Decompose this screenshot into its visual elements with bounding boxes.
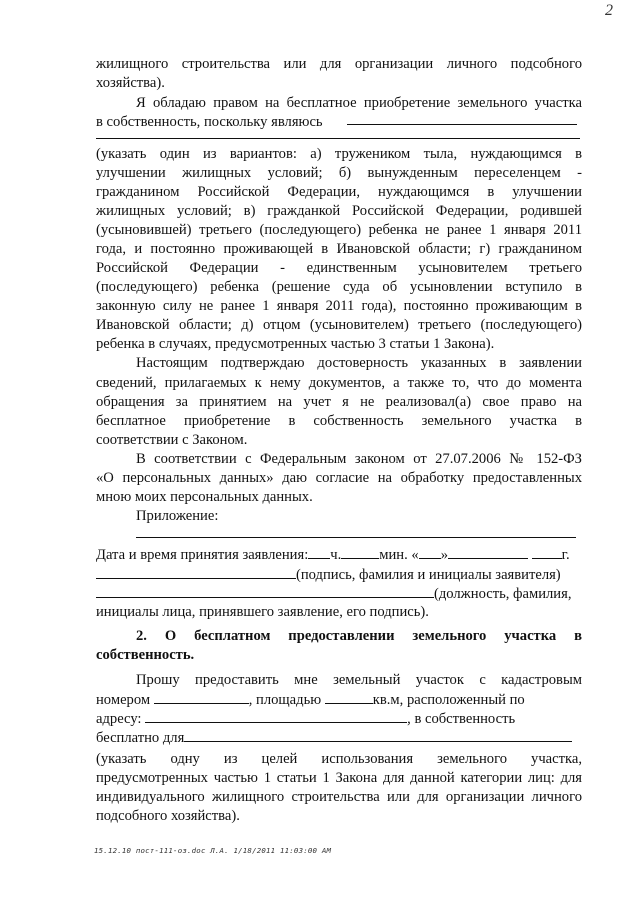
text-line: Прошу предоставить мне земельный участок с кадастровым	[136, 672, 582, 688]
text-line: индивидуального жилищного строительства или для организации личного	[96, 789, 582, 805]
text-line: инициалы лица, принявшего заявление, его подпись).	[96, 604, 429, 620]
fill-blank	[419, 544, 441, 559]
date-time-line	[96, 544, 582, 565]
text-line: Ивановской области; д) отцом (усыновителем) третьего (последующего)	[96, 317, 582, 333]
text-line: улучшении жилищных условий; б) вынужденным переселенцем -	[96, 165, 582, 181]
text-span: ч.	[330, 547, 342, 563]
text-line: (последующего) ребенка (решение суда об усыновлении вступило в	[96, 279, 582, 295]
fill-blank	[325, 689, 373, 704]
text-line: года, и постоянно проживающей в Ивановской области; г) гражданином	[96, 241, 582, 257]
text-line: сведений, прилагаемых к нему документов, а также то, что до момента	[96, 375, 582, 391]
fill-blank	[341, 544, 379, 559]
text-line: жилищного строительства или для организации личного подсобного	[96, 56, 582, 72]
text-line: Российской Федерации - единственным усыновителем третьего	[96, 260, 582, 276]
text-span: адресу:	[96, 711, 142, 727]
text-line: законную силу не ранее 1 января 2011 года), постоянно проживающим в	[96, 298, 582, 314]
text-line: мною моих персональных данных.	[96, 489, 313, 505]
text-line: предусмотренных частью 1 статьи 1 Закона для данной категории лиц: для	[96, 770, 582, 786]
fill-line	[96, 138, 580, 139]
text-line	[96, 689, 582, 710]
text-line: обращения за принятием на учет я не реализовал(а) свое право на	[96, 394, 582, 410]
text-span: номером	[96, 692, 151, 708]
text-line	[96, 112, 582, 132]
text-line: жилищных условий; в) гражданкой Российской Федерации, родившей	[96, 203, 582, 219]
text-span: (должность, фамилия,	[434, 586, 572, 602]
fill-blank	[532, 544, 562, 559]
text-span: (подпись, фамилия и инициалы заявителя)	[296, 567, 561, 583]
text-line: бесплатное приобретение в собственность земельного участка в	[96, 413, 582, 429]
text-span: Дата и время принятия заявления:	[96, 547, 309, 563]
fill-blank	[448, 544, 528, 559]
fill-blank	[96, 564, 296, 579]
fill-blank	[308, 544, 330, 559]
text-line: (указать один из вариантов: а) тружеником тыла, нуждающимся в	[96, 146, 582, 162]
page-number: 2	[605, 2, 613, 19]
text-span: »	[440, 547, 448, 563]
fill-blank	[96, 583, 434, 598]
text-line: Я обладаю правом на бесплатное приобретение земельного участка	[136, 95, 582, 111]
text-span: бесплатно для	[96, 730, 185, 746]
text-line: ребенка в случаях, предусмотренных частью 3 статьи 1 Закона).	[96, 336, 495, 352]
text-line: хозяйства).	[96, 75, 165, 91]
text-line: В соответствии с Федеральным законом от 27.07.2006 № 152-ФЗ	[136, 451, 582, 467]
text-span: , в собственность	[407, 711, 516, 727]
text-line: (указать одну из целей использования земельного участка,	[96, 751, 582, 767]
fill-line	[347, 124, 577, 125]
text-line	[96, 583, 582, 604]
text-span: кв.м, расположенный по	[372, 692, 525, 708]
text-line	[96, 564, 582, 585]
fill-blank	[184, 727, 572, 742]
text-line: гражданином Российской Федерации, нуждающимся в улучшении	[96, 184, 582, 200]
section-heading: собственность.	[96, 647, 195, 663]
text-line: подсобного хозяйства).	[96, 808, 240, 824]
text-span: , площадью	[248, 692, 322, 708]
text-line: (усыновившей) третьего (последующего) ребенка не ранее 1 января 2011	[96, 222, 582, 238]
text-line: соответствии с Законом.	[96, 432, 248, 448]
fill-blank	[154, 689, 249, 704]
section-heading: 2. О бесплатном предоставлении земельного участка в	[136, 628, 582, 644]
text-line	[96, 727, 582, 748]
text-span: мин. «	[379, 547, 419, 563]
text-line: Приложение:	[136, 508, 219, 524]
text-span: в собственность, поскольку являюсь	[96, 114, 323, 130]
text-line: «О персональных данных» даю согласие на обработку предоставленных	[96, 470, 582, 486]
document-footer: 15.12.10 пост-111-оз.doc Л.А. 1/18/2011 11:03:00 AM	[94, 846, 332, 855]
text-line	[96, 708, 582, 729]
text-span: г.	[561, 547, 570, 563]
fill-blank	[145, 708, 407, 723]
fill-line	[136, 537, 576, 538]
text-line: Настоящим подтверждаю достоверность указанных в заявлении	[136, 355, 582, 371]
